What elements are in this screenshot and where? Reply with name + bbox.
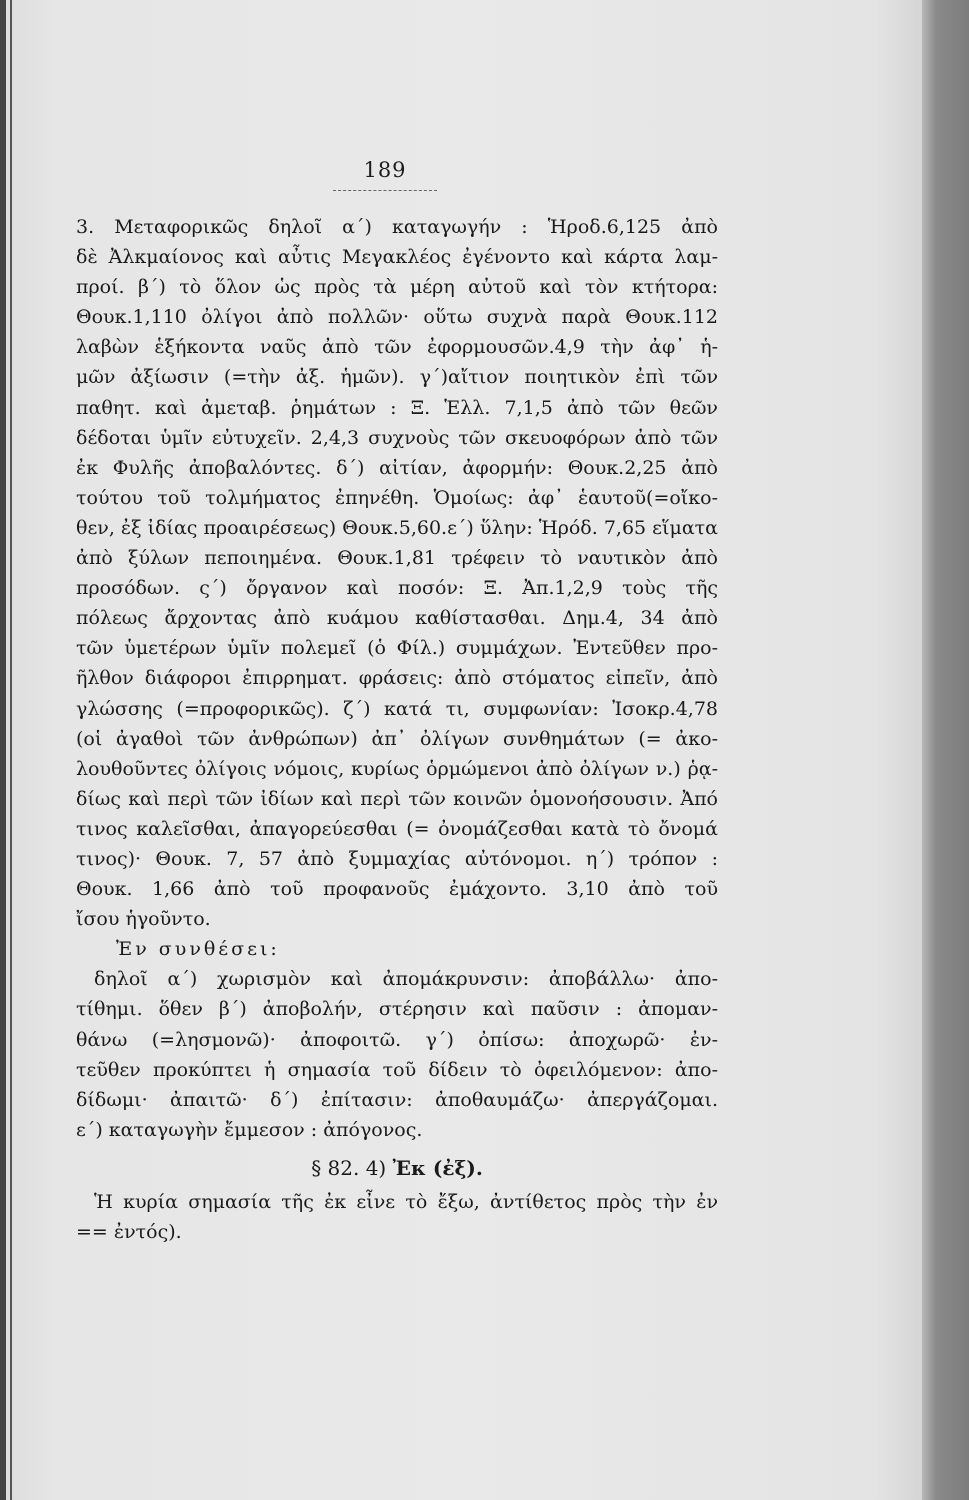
- text-line: ἀπὸ ξύλων πεποιημένα. Θουκ.1,81 τρέφειν τὸ ναυτικὸν ἀπὸ: [76, 547, 718, 570]
- composition-line: θάνω (=λησμονῶ)· ἀποφοιτῶ. γ΄) ὀπίσω: ἀποχωρῶ· ἐν-: [76, 1028, 718, 1051]
- text-line: ἴσου ἡγοῦντο.: [76, 908, 211, 931]
- text-line: προσόδων. ς΄) ὄργανον καὶ ποσόν: Ξ. Ἀπ.1,2,9 τοὺς τῆς: [76, 577, 718, 600]
- text-line: γλώσσης (=προφορικῶς). ζ΄) κατά τι, συμφωνίαν: Ἰσοκρ.4,78: [76, 697, 718, 720]
- text-line: τινος)· Θουκ. 7, 57 ἀπὸ ξυμμαχίας αὐτόνομοι. η΄) τρόπον :: [76, 847, 718, 870]
- page-number-rule: [333, 190, 437, 191]
- page-number: 189: [363, 158, 407, 182]
- text-line: ῆλθον διάφοροι ἐπιρρηματ. φράσεις: ἀπὸ στόματος εἰπεῖν, ἀπὸ: [76, 667, 718, 690]
- composition-line: τεῦθεν προκύπτει ἡ σημασία τοῦ δίδειν τὸ ὀφειλόμενον: ἀπο-: [76, 1058, 718, 1081]
- next-page-edge: [922, 0, 969, 1500]
- final-line: Ἡ κυρία σημασία τῆς ἐκ εἶνε τὸ ἔξω, ἀντίθετος πρὸς τὴν ἐν: [94, 1191, 718, 1213]
- page-gutter-line: [10, 0, 12, 1500]
- subheading-composition: Ἐν συνθέσει:: [116, 938, 280, 961]
- text-line: λουθοῦντες ὀλίγοις νόμοις, κυρίως ὁρμώμενοι ἀπὸ ὀλίγων ν.) ῥᾳ-: [76, 757, 718, 780]
- text-line: μῶν ἀξίωσιν (=τὴν ἀξ. ἡμῶν). γ΄)αἴτιον ποιητικὸν ἐπὶ τῶν: [76, 366, 718, 389]
- text-line: τῶν ὑμετέρων ὑμῖν πολεμεῖ (ὁ Φίλ.) συμμάχων. Ἐντεῦθεν προ-: [76, 637, 718, 660]
- text-line: λαβὼν ἑξήκοντα ναῦς ἀπὸ τῶν ἐφορμουσῶν.4,9 τὴν ἀφ᾽ ἡ-: [76, 336, 718, 359]
- composition-line: δίδωμι· ἀπαιτῶ· δ΄) ἐπίτασιν: ἀποθαυμάζω· ἀπεργάζομαι.: [76, 1088, 718, 1111]
- section-title: Ἐκ (ἐξ).: [392, 1155, 483, 1180]
- composition-line: ε΄) καταγωγὴν ἔμμεσον : ἀπόγονος.: [76, 1118, 423, 1141]
- section-number: § 82. 4): [311, 1155, 387, 1180]
- composition-line: δηλοῖ α΄) χωρισμὸν καὶ ἀπομάκρυνσιν: ἀποβάλλω· ἀπο-: [94, 968, 718, 991]
- text-line: δὲ Ἀλκμαίονος καὶ αὖτις Μεγακλέος ἐγένοντο καὶ κάρτα λαμ-: [76, 246, 718, 269]
- main-text: [76, 212, 718, 1247]
- text-line: θεν, ἐξ ἰδίας προαιρέσεως) Θουκ.5,60.ε΄) ὕλην: Ἡρόδ. 7,65 εἵματα: [76, 516, 718, 539]
- text-line: δέδοται ὑμῖν εὐτυχεῖν. 2,4,3 συχνοὺς τῶν σκευοφόρων ἀπὸ τῶν: [76, 426, 718, 449]
- text-line: προί. β΄) τὸ ὅλον ὡς πρὸς τὰ μέρη αὐτοῦ καὶ τὸν κτήτορα:: [76, 276, 718, 299]
- text-line: τούτου τοῦ τολμήματος ἐπηνέθη. Ὁμοίως: ἀφ᾽ ἑαυτοῦ(=οἴκο-: [76, 486, 718, 509]
- page-gutter-shadow: [0, 0, 6, 1500]
- text-line: Θουκ.1,110 ὀλίγοι ἀπὸ πολλῶν· οὕτω συχνὰ παρὰ Θουκ.112: [76, 306, 718, 329]
- final-line: == ἐντός).: [76, 1221, 182, 1244]
- text-line: παθητ. καὶ ἀμεταβ. ῥημάτων : Ξ. Ἑλλ. 7,1,5 ἀπὸ τῶν θεῶν: [76, 396, 718, 419]
- text-line: τινος καλεῖσθαι, ἀπαγορεύεσθαι (= ὀνομάζεσθαι κατὰ τὸ ὄνομά: [76, 817, 718, 840]
- composition-line: τίθημι. ὅθεν β΄) ἀποβολήν, στέρησιν καὶ παῦσιν : ἀπομαν-: [76, 998, 718, 1021]
- section-heading: [76, 1153, 718, 1183]
- text-line: Θουκ. 1,66 ἀπὸ τοῦ προφανοῦς ἐμάχοντο. 3,10 ἀπὸ τοῦ: [76, 878, 718, 901]
- text-line: δίως καὶ περὶ τῶν ἰδίων καὶ περὶ τῶν κοινῶν ὁμονοήσουσιν. Ἀπό: [76, 787, 718, 810]
- text-line: ἐκ Φυλῆς ἀποβαλόντες. δ΄) αἰτίαν, ἀφορμήν: Θουκ.2,25 ἀπὸ: [76, 456, 718, 479]
- text-line: πόλεως ἄρχοντας ἀπὸ κυάμου καθίστασθαι. Δημ.4, 34 ἀπὸ: [76, 607, 718, 630]
- text-line: 3. Μεταφορικῶς δηλοῖ α΄) καταγωγήν : Ἡροδ.6,125 ἀπὸ: [76, 216, 718, 238]
- text-line: (οἱ ἀγαθοὶ τῶν ἀνθρώπων) ἀπ᾽ ὀλίγων συνθημάτων (= ἀκο-: [76, 727, 718, 750]
